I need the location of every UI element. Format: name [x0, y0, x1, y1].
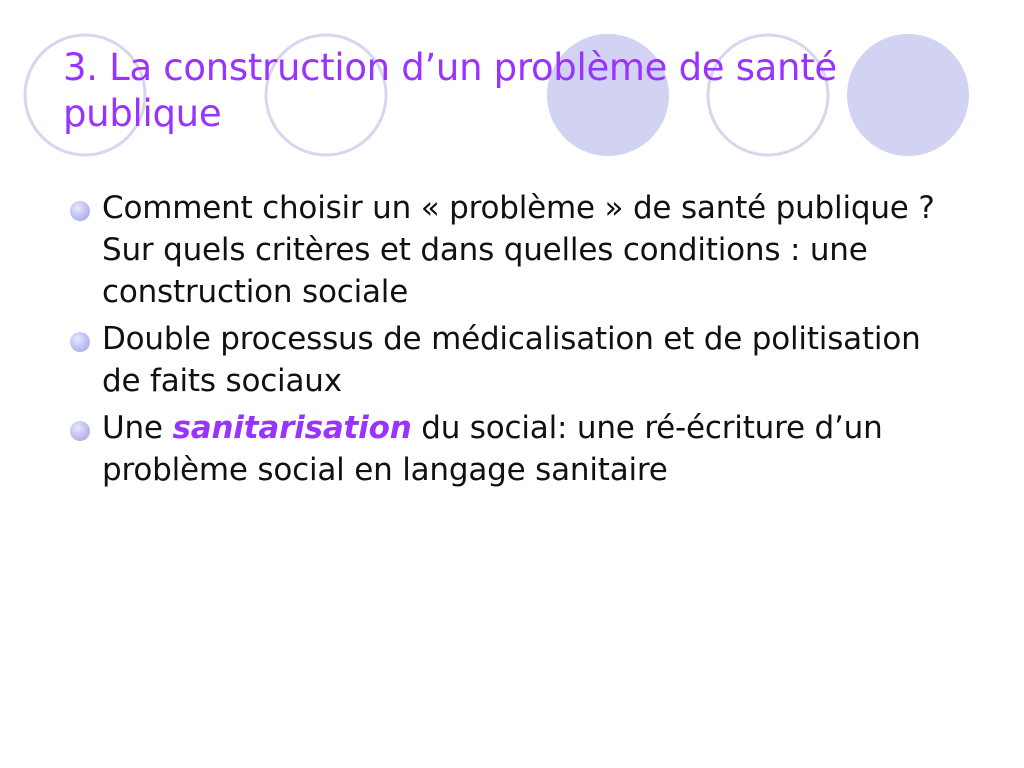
bullet-list	[68, 187, 968, 496]
bullet-item	[68, 318, 968, 402]
emphasized-term: sanitarisation	[172, 410, 412, 446]
bullet-icon	[70, 201, 90, 221]
bullet-item	[68, 187, 968, 313]
bullet-icon	[70, 332, 90, 352]
bullet-text-after: du social: une ré-écriture d’un problème social en langage sanitaire	[102, 410, 883, 488]
bullet-text-before: Une	[102, 410, 173, 446]
bullet-item	[68, 407, 968, 491]
bullet-text: Comment choisir un « problème » de santé publique ? Sur quels critères et dans quelles conditions : une construction sociale	[102, 190, 935, 310]
slide-title: 3. La construction d’un problème de santé publique	[63, 46, 837, 135]
bullet-icon	[70, 421, 90, 441]
bullet-text: Double processus de médicalisation et de politisation de faits sociaux	[102, 321, 921, 399]
